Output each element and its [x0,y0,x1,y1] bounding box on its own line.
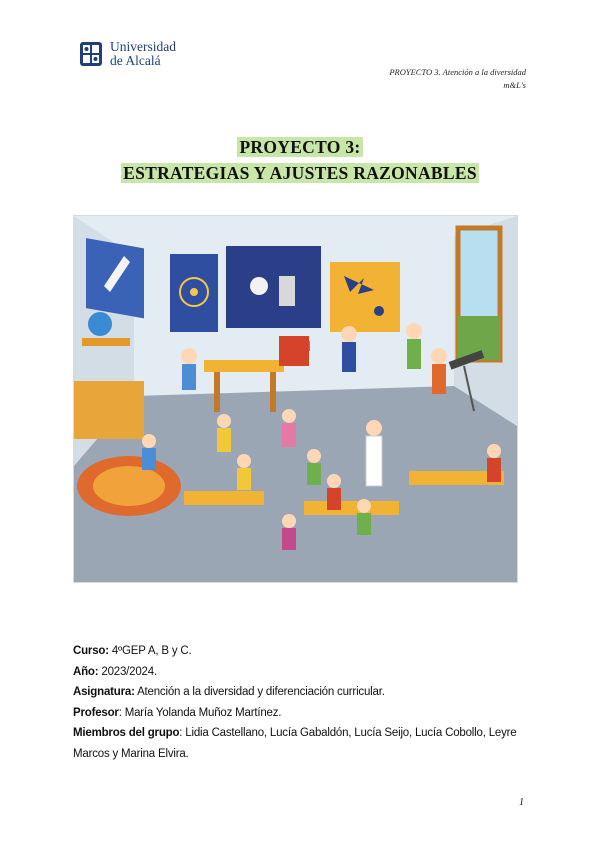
title-line1-text: PROYECTO 3: [239,137,361,157]
page-number: 1 [519,797,524,808]
classroom-illustration [73,215,518,583]
curso-label: Curso: [73,645,109,657]
ano-value: 2023/2024. [98,665,157,678]
university-name [110,40,176,68]
profesor-value: : María Yolanda Muñoz Martínez. [118,706,282,719]
miembros-value: : Lidia Castellano, Lucía Gabaldón, Lucía Seijo, Lucía Cobollo, Leyre Marcos y Marina Elvira. [73,727,517,760]
classroom-illustration-icon [74,216,517,582]
miembros-line [73,723,519,764]
ano-label: Año: [73,665,99,678]
curso-line [73,641,519,662]
ano-line [73,662,519,683]
asignatura-line [73,682,519,703]
asignatura-value: Atención a la diversidad y diferenciación curricular. [134,686,385,698]
running-header-line2: m&L's [503,80,526,90]
miembros-label: Miembros del grupo [73,727,180,739]
university-name-line2: de Alcalá [110,53,161,68]
university-logo [78,40,176,68]
document-info [73,641,519,764]
profesor-line [73,703,519,724]
curso-value: 4ºGEP A, B y C. [108,645,192,657]
asignatura-label: Asignatura: [73,686,135,698]
university-name-line1: Universidad [110,39,176,54]
running-header-line1: PROYECTO 3. Atención a la diversidad [389,67,526,77]
profesor-label: Profesor [73,706,119,719]
title-line2 [0,163,600,184]
running-header [389,66,526,92]
university-crest-icon [78,40,104,68]
title-line2-text: ESTRATEGIAS Y AJUSTES RAZONABLES [123,163,477,183]
title-line1 [0,137,600,158]
